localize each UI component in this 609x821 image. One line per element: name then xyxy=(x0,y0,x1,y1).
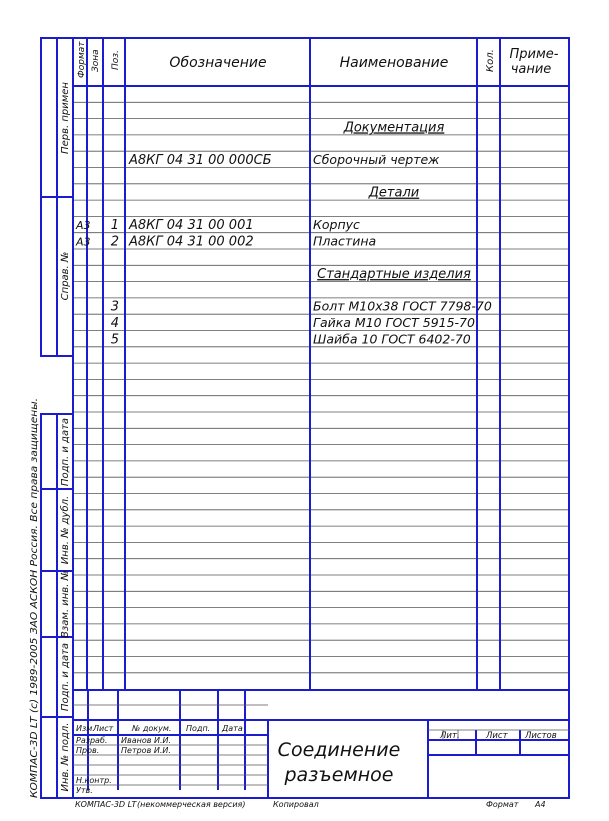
row-name: Корпус xyxy=(313,217,360,233)
tb-izm: Изм. xyxy=(76,724,95,733)
frame-lines xyxy=(41,38,569,798)
side-sprav-no: Справ. № xyxy=(60,251,71,301)
footer-format-label: Формат xyxy=(486,800,519,809)
row-designation: А8КГ 04 31 00 000СБ xyxy=(129,153,272,168)
tb-list-col: Лист xyxy=(486,731,508,741)
header-zone: Зона xyxy=(91,49,101,72)
tb-nkontr-label: Н.контр. xyxy=(76,776,112,785)
header-pos: Поз. xyxy=(111,50,121,70)
row-designation: А8КГ 04 31 00 002 xyxy=(129,234,254,250)
row-name: Гайка М10 ГОСТ 5915-70 xyxy=(313,315,475,330)
header-note-line1: Приме- xyxy=(509,47,559,62)
tb-listov: Листов xyxy=(525,731,557,741)
row-heading: Стандартные изделия xyxy=(317,267,471,283)
header-note-line2: чание xyxy=(510,62,552,77)
side-inv-dubl: Инв. № дубл. xyxy=(60,495,71,565)
tb-razrab-name: Иванов И.И. xyxy=(121,736,172,745)
footer-app: КОМПАС-3D LT xyxy=(75,800,137,809)
footer-copied: Копировал xyxy=(273,800,319,809)
row-name: Сборочный чертеж xyxy=(313,152,440,167)
side-podp-data-bottom: Подп. и дата xyxy=(60,642,71,712)
row-pos: 1 xyxy=(110,218,119,234)
row-heading: Документация xyxy=(343,120,445,136)
tb-title-line2: разъемное xyxy=(284,764,394,786)
copyright-vertical: КОМПАС-3D LT (c) 1989-2005 ЗАО АСКОН Россия. Все права защищены. xyxy=(29,440,40,798)
header-designation: Обозначение xyxy=(169,55,267,71)
side-vzam-inv: Взам. инв. № xyxy=(60,570,71,638)
tb-lit: Лит. xyxy=(440,731,460,741)
tb-podp: Подп. xyxy=(186,724,211,733)
tb-prov-label: Пров. xyxy=(76,746,100,755)
row-heading: Детали xyxy=(368,185,420,201)
side-inv-podl: Инв. № подл. xyxy=(60,722,71,792)
row-designation: А8КГ 04 31 00 001 xyxy=(129,218,254,234)
row-pos: 2 xyxy=(110,234,119,250)
row-pos: 4 xyxy=(110,316,119,331)
row-name: Пластина xyxy=(313,233,377,249)
header-name: Наименование xyxy=(339,55,449,71)
row-format: А3 xyxy=(76,235,91,249)
tb-title-line1: Соединение xyxy=(277,739,401,761)
spec-rows xyxy=(75,120,492,347)
row-pos: 3 xyxy=(110,299,119,315)
tb-prov-name: Петров И.И. xyxy=(121,746,171,755)
tb-utv-label: Утв. xyxy=(76,786,93,795)
footer-edition: (некоммерческая версия) xyxy=(137,800,246,809)
side-podp-data-top: Подп. и дата xyxy=(60,417,71,487)
tb-doc: № докум. xyxy=(132,724,172,733)
tb-date: Дата xyxy=(222,724,243,733)
footer-format-value: А4 xyxy=(535,800,546,809)
side-perv-primen: Перв. примен xyxy=(60,82,71,154)
header-qty: Кол. xyxy=(485,49,496,72)
row-name: Шайба 10 ГОСТ 6402-70 xyxy=(313,331,471,347)
row-name: Болт М10х38 ГОСТ 7798-70 xyxy=(313,298,492,314)
row-pos: 5 xyxy=(110,332,119,348)
row-format: А3 xyxy=(76,219,91,233)
row-lines xyxy=(73,102,569,673)
tb-list: Лист xyxy=(93,724,114,733)
tb-razrab-label: Разраб. xyxy=(76,736,108,745)
header-format: Формат xyxy=(77,41,87,78)
